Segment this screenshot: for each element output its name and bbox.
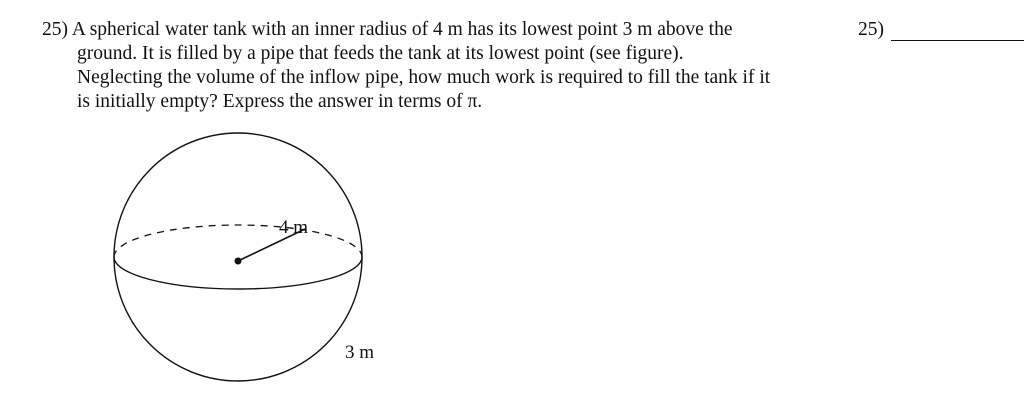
- answer-number-label: 25): [858, 19, 884, 40]
- radius-label: 4 m: [279, 217, 309, 238]
- problem-statement: [42, 18, 842, 114]
- problem-text-line-2: ground. It is filled by a pipe that feeds the tank at its lowest point (see figure).: [77, 43, 684, 64]
- sphere-diagram: [105, 130, 385, 390]
- equator-back-arc: [114, 225, 362, 257]
- sphere-figure: [105, 130, 385, 395]
- sphere-outline: [114, 133, 362, 381]
- height-label: 3 m: [345, 342, 375, 363]
- center-point: [235, 258, 242, 265]
- problem-text-line-3: Neglecting the volume of the inflow pipe, how much work is required to fill the tank if it: [77, 67, 771, 88]
- answer-blank-line[interactable]: [891, 40, 1024, 41]
- problem-line-1: [42, 18, 842, 42]
- problem-number: 25): [42, 19, 68, 40]
- problem-text-line-4: is initially empty? Express the answer in terms of π.: [77, 91, 483, 112]
- problem-text-line-1: A spherical water tank with an inner radius of 4 m has its lowest point 3 m above the: [71, 19, 733, 40]
